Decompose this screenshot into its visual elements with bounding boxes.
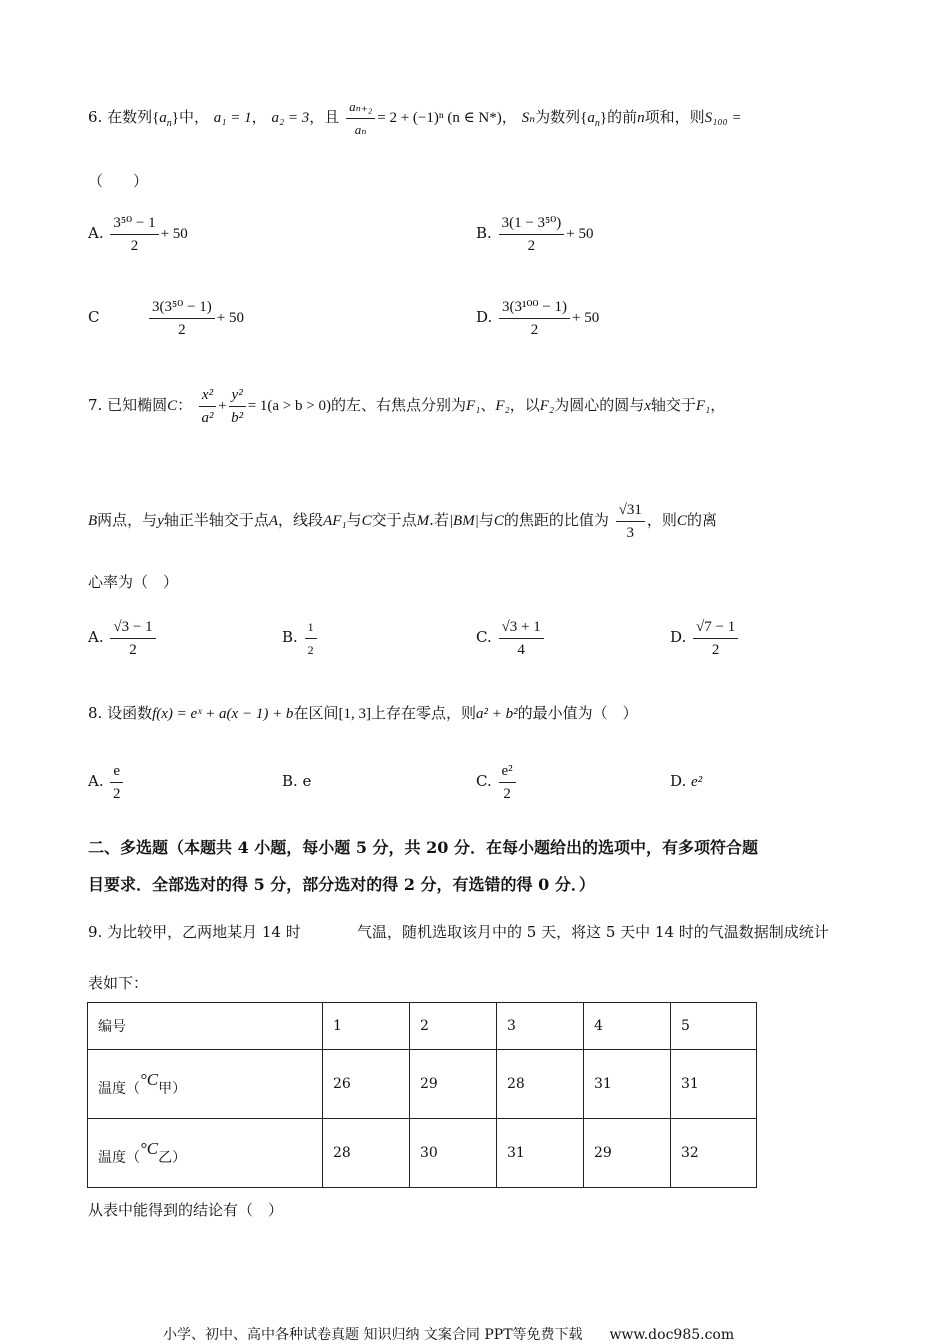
q6-option-c: C $\frac{\text{3(3⁵⁰ − 1)}}{2}$ + 50 (88, 298, 244, 338)
table-cell: 31 (497, 1119, 584, 1188)
q6-recurrence-rhs: = 2 + (−1)ⁿ (n ∈ N*) (377, 110, 502, 126)
q9-line1b: 气温，随机选取该月中的 5 天，将这 5 天中 14 时的气温数据制成统计 (357, 923, 829, 941)
q7-y-term: $\frac{\text{y²}}{\text{b²}}$ (229, 386, 246, 427)
q6-option-b: B. $\frac{\text{3(1 − 3⁵⁰)}}{2}$ + 50 (476, 214, 594, 254)
table-row-jia (88, 1050, 757, 1119)
q8-function: f(x) = eˣ + a(x − 1) + b (152, 706, 294, 722)
q7-line2: B两点，与y轴正半轴交于点A，线段AF₁与C交于点M.若|BM|与C的焦距的比值为 $\frac{√31}{3}$ ，则C的离 (88, 501, 717, 541)
table-cell: 1 (323, 1003, 410, 1050)
q7-x-term: $\frac{\text{x²}}{\text{a²}}$ (199, 386, 216, 427)
table-cell: 31 (584, 1050, 671, 1119)
table-cell: 3 (497, 1003, 584, 1050)
table-row-label: 温度（°C乙） (88, 1119, 323, 1188)
table-cell: 29 (584, 1119, 671, 1188)
table-row-yi (88, 1119, 757, 1188)
table-cell: 29 (410, 1050, 497, 1119)
table-cell: 26 (323, 1050, 410, 1119)
footer-url[interactable]: www.doc985.com (609, 1327, 735, 1343)
table-cell: 5 (671, 1003, 757, 1050)
footer (163, 1324, 734, 1344)
table-cell: 28 (323, 1119, 410, 1188)
footer-text: 小学、初中、高中各种试卷真题 知识归纳 文案合同 PPT等免费下载 (163, 1327, 583, 1343)
table-cell: 2 (410, 1003, 497, 1050)
q7-option-d: D. $\frac{√7 - 1}{2}$ (670, 612, 740, 662)
table-cell: 30 (410, 1119, 497, 1188)
section2-heading-line1: 二、多选题（本题共 4 小题，每小题 5 分，共 20 分．在每小题给出的选项中，有多项符合题 (88, 838, 758, 857)
q6-answer-paren: （ ） (88, 172, 149, 190)
table-cell: 编号 (88, 1003, 323, 1050)
section2-heading-line2: 目要求．全部选对的得 5 分，部分选对的得 2 分，有选错的得 0 分．） (88, 875, 595, 894)
temperature-table (87, 1002, 757, 1188)
q8-option-d: D. e² (670, 772, 703, 790)
q8-option-b: B. e (282, 772, 312, 790)
table-cell: 28 (497, 1050, 584, 1119)
table-cell: 31 (671, 1050, 757, 1119)
q7-line1: 7. 已知椭圆C： $\frac{\text{x²}}{\text{a²}}$ + $\frac{\text{y²}}{\text{b²}}$ = 1(a > b > 0)的左、右焦点分别为F₁、F₂，以F₂为圆心的圆与x轴交于F₁， (88, 386, 726, 426)
q6-option-d: D. $\frac{\text{3(3¹⁰⁰ − 1)}}{2}$ + 50 (476, 298, 600, 338)
q6-a1: a₁ = 1 (213, 110, 252, 126)
q6-recurrence-fraction: $\frac{\text{aₙ₊₂}}{\text{aₙ}}$ (346, 98, 375, 139)
q8-line1: 8. 设函数f(x) = eˣ + a(x − 1) + b在区间[1, 3]上存在零点，则a² + b²的最小值为（ ） (88, 704, 638, 722)
table-header-row (88, 1003, 757, 1050)
q7-line3: 心率为（ ） (88, 573, 179, 591)
q7-ratio: $\frac{√31}{3}$ (616, 501, 645, 542)
q6-line1: 6. 在数列$\{a_n\}$中， a₁ = 1， a₂ = 3，且 $\frac{\text{aₙ₊₂}}{\text{aₙ}}$ = 2 + (−1)ⁿ (n ∈ N*)， Sₙ为数列$\{a_n\}$的前n项和，则S₁₀₀ = (88, 98, 742, 137)
q9-line2: 表如下： (88, 974, 149, 992)
q6-a2: a₂ = 3 (271, 110, 310, 126)
q8-number: 8. 设函数 (88, 704, 153, 722)
q7-option-b: B. $\frac{1}{2}$ (282, 612, 319, 662)
q9-line1a: 9. 为比较甲，乙两地某月 14 时 (88, 923, 301, 941)
q8-option-c: C. $\frac{\text{e²}}{2}$ (476, 756, 518, 806)
table-cell: 4 (584, 1003, 671, 1050)
q6-Sn: Sₙ (521, 110, 536, 126)
q8-option-a: A. $\frac{e}{2}$ (88, 756, 125, 806)
table-cell: 32 (671, 1119, 757, 1188)
table-row-label: 温度（°C甲） (88, 1050, 323, 1119)
q6-number: 6. 在数列 (88, 108, 153, 126)
q9-after-table: 从表中能得到的结论有（ ） (88, 1201, 284, 1219)
q6-option-a: A. $\frac{\text{3⁵⁰ − 1}}{2}$ + 50 (88, 214, 188, 254)
q7-number: 7. 已知椭圆 (88, 396, 168, 414)
q7-option-c: C. $\frac{√3 + 1}{4}$ (476, 612, 546, 662)
q6-S100: S₁₀₀ = (704, 110, 742, 126)
q7-option-a: A. $\frac{√3 - 1}{2}$ (88, 612, 158, 662)
